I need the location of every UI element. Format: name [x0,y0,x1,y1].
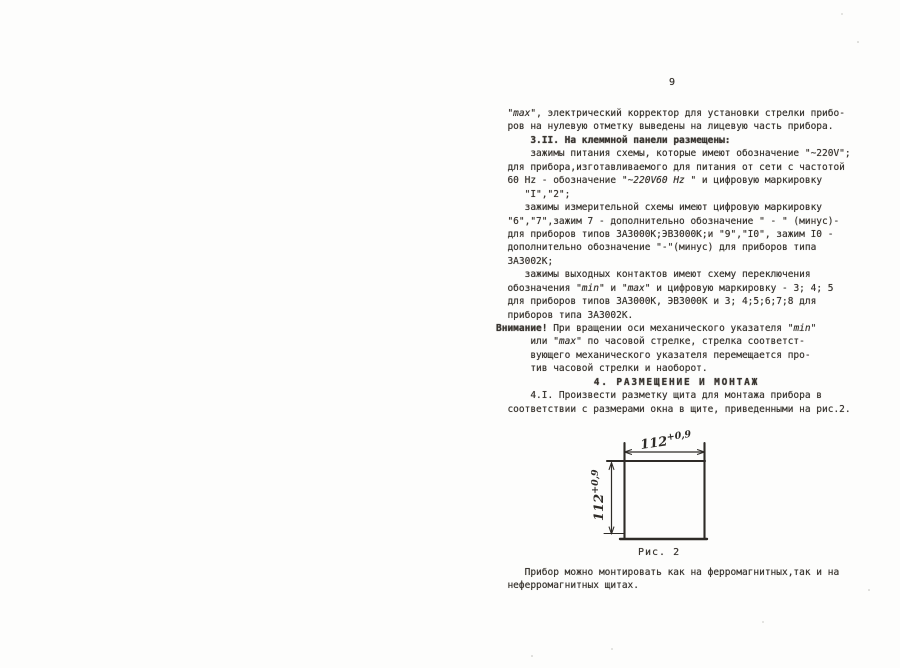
text-line: "6","7",зажим 7 - дополнительно обозначение " - " (минус)- [496,215,840,227]
dimension-label-top: $112^{+0,9}$ [639,428,692,453]
text-line: соответствии с размерами окна в щите, приведенными на рис.2. [496,403,851,415]
text-line: или "max" по часовой стрелке, стрелка соответст- [496,336,805,348]
page-number: 9 [669,77,676,88]
text-line: Прибор можно монтировать как на ферромагнитных,так и на [496,567,840,578]
text-line: 4. РАЗМЕЩЕНИЕ И МОНТАЖ [593,376,760,388]
scan-speckle [868,589,870,591]
text-line: тив часовой стрелки и наоборот. [496,363,708,375]
text-line: 60 Hz - обозначение "~220V60 Hz " и цифровую маркировку [496,175,823,187]
scan-speckle [857,41,859,43]
text-line: "max", электрический корректор для установки стрелки прибо- [496,108,845,119]
text-line: обозначения "min" и "max" и цифровую маркировку - 3; 4; 5 [496,282,834,294]
text-line: зажимы питания схемы, которые имеют обозначение "~220V"; [496,148,851,160]
text-line: "I","2"; [496,188,571,200]
dimension-label-left: $112^{+0,9}$ [590,469,607,521]
text-line: ЗА3002К; [496,255,554,267]
text-line: ров на нулевую отметку выведены на лицевую часть прибора. [496,121,834,133]
text-line: вующего механического указателя перемещается про- [496,349,811,361]
text-line: для прибора,изготавливаемого для питания от сети с частотой [496,161,845,173]
text-line: зажимы измерительной схемы имеют цифровую маркировку [496,202,823,214]
text-line: дополнительно обозначение "-"(минус) для приборов типа [496,242,817,254]
scan-speckle [611,648,613,650]
footer-text-block [496,566,839,593]
scan-speckle [841,13,843,15]
text-line: неферромагнитных щитах. [496,580,639,592]
text-line: приборов типа ЗА3002К. [496,309,634,321]
text-line: зажимы выходных контактов имеют схему переключения [496,269,811,281]
text-line: Внимание! При вращении оси механического указателя "min" [496,323,817,334]
text-line: для приборов типов ЗА3000К;ЭВ3000К;и "9","I0", зажим I0 - [496,228,834,240]
text-line: для приборов типов ЗА3000К, ЭВ3000К и 3; 4;5;6;7;8 для [496,296,817,308]
text-line: 4.I. Произвести разметку щита для монтажа прибора в [496,390,823,402]
text-line: 3.II. На клеммной панели размещены: [530,134,731,146]
scan-speckle [531,655,533,657]
figure-caption: Рис. 2 [638,547,681,558]
scan-speckle [762,621,764,623]
